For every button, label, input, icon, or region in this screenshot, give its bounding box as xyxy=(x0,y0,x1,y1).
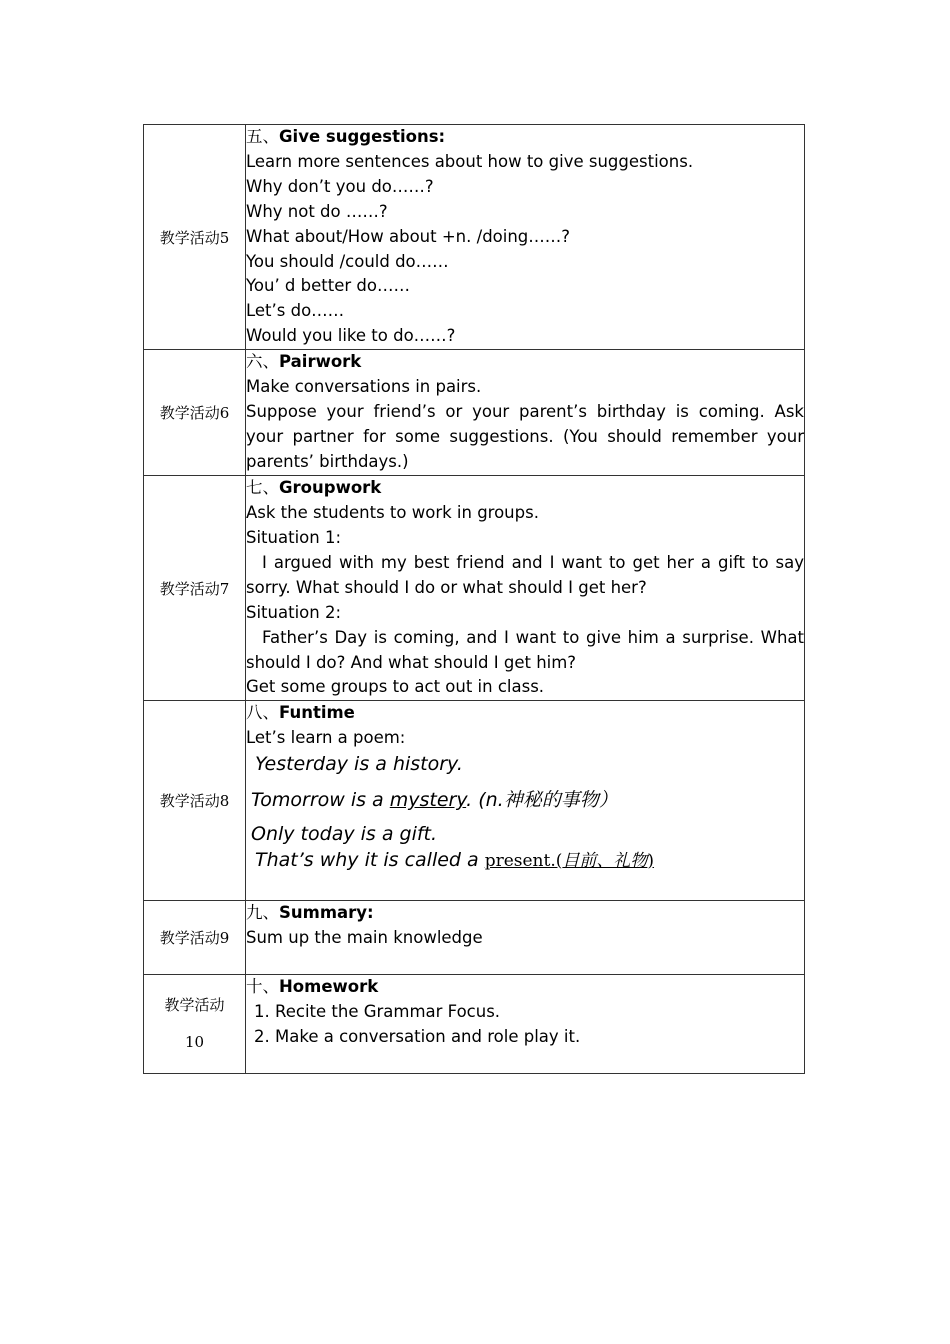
section-number: 八、 xyxy=(246,703,279,723)
activity-content xyxy=(246,975,805,1074)
content-line: Ask the students to work in groups. xyxy=(246,503,539,523)
content-line: Get some groups to act out in class. xyxy=(246,677,545,697)
poem-line: Tomorrow is a mystery. (n.神秘的事物） xyxy=(251,789,618,812)
homework-list xyxy=(246,1000,804,1050)
activity-content xyxy=(246,701,805,901)
activity-label: 教学活动6 xyxy=(144,350,246,476)
section-number: 九、 xyxy=(246,903,279,923)
list-item: 1. Recite the Grammar Focus. xyxy=(275,1000,804,1025)
content-line: You’ d better do…… xyxy=(246,276,410,296)
activity-content xyxy=(246,901,805,975)
lesson-plan-table xyxy=(143,124,805,1074)
content-line: What about/How about +n. /doing……? xyxy=(246,226,571,246)
underlined-word: present.( xyxy=(484,851,563,872)
content-line: Why don’t you do……? xyxy=(246,176,434,196)
activity-content xyxy=(246,476,805,701)
list-item: 2. Make a conversation and role play it. xyxy=(275,1025,804,1050)
table-row-activity-8 xyxy=(144,701,805,901)
section-number: 五、 xyxy=(246,127,279,146)
content-paragraph: I argued with my best friend and I want to get her a gift to say sorry. What should I do or what should I get her? xyxy=(246,552,804,597)
activity-label: 教学活动8 xyxy=(144,701,246,901)
activity-content xyxy=(246,125,805,350)
content-paragraph: Suppose your friend’s or your parent’s birthday is coming. Ask your partner for some suggestions. (You should remember your parents’ birthdays.) xyxy=(246,402,804,472)
table-row-activity-7 xyxy=(144,476,805,701)
content-paragraph: Father’s Day is coming, and I want to give him a surprise. What should I do? And what should I get him? xyxy=(246,627,804,672)
section-title: Pairwork xyxy=(279,352,362,372)
section-number: 六、 xyxy=(246,352,279,372)
content-line: Situation 1: xyxy=(246,527,342,547)
content-line: You should /could do…… xyxy=(246,251,449,271)
content-line: Learn more sentences about how to give suggestions. xyxy=(246,151,694,171)
section-title: Groupwork xyxy=(279,478,382,498)
poem-line: That’s why it is called a present.(目前、礼物) xyxy=(255,849,655,872)
content-line: Let’s learn a poem: xyxy=(246,728,406,748)
activity-content xyxy=(246,350,805,476)
content-line: Why not do ……? xyxy=(246,201,388,221)
activity-label: 教学活动7 xyxy=(144,476,246,701)
activity-label: 教学活动 10 xyxy=(144,975,246,1074)
content-line: Would you like to do……? xyxy=(246,326,456,346)
content-line: Make conversations in pairs. xyxy=(246,377,482,397)
content-line: Sum up the main knowledge xyxy=(246,928,483,948)
table-row-activity-10 xyxy=(144,975,805,1074)
section-title: Homework xyxy=(279,977,379,997)
activity-label: 教学活动9 xyxy=(144,901,246,975)
poem-line: Only today is a gift. xyxy=(251,823,438,846)
content-line: Let’s do…… xyxy=(246,301,345,321)
poem-line: Yesterday is a history. xyxy=(255,753,463,776)
table-row-activity-5 xyxy=(144,125,805,350)
content-line: Situation 2: xyxy=(246,602,342,622)
section-number: 十、 xyxy=(246,977,279,997)
section-title: Give suggestions: xyxy=(279,127,446,146)
section-title: Summary: xyxy=(279,903,374,923)
table-row-activity-9 xyxy=(144,901,805,975)
section-number: 七、 xyxy=(246,478,279,498)
section-title: Funtime xyxy=(279,703,355,723)
activity-label: 教学活动5 xyxy=(144,125,246,350)
underlined-word: mystery xyxy=(389,789,467,812)
table-row-activity-6 xyxy=(144,350,805,476)
poem-note: 目前、礼物 xyxy=(562,851,648,872)
